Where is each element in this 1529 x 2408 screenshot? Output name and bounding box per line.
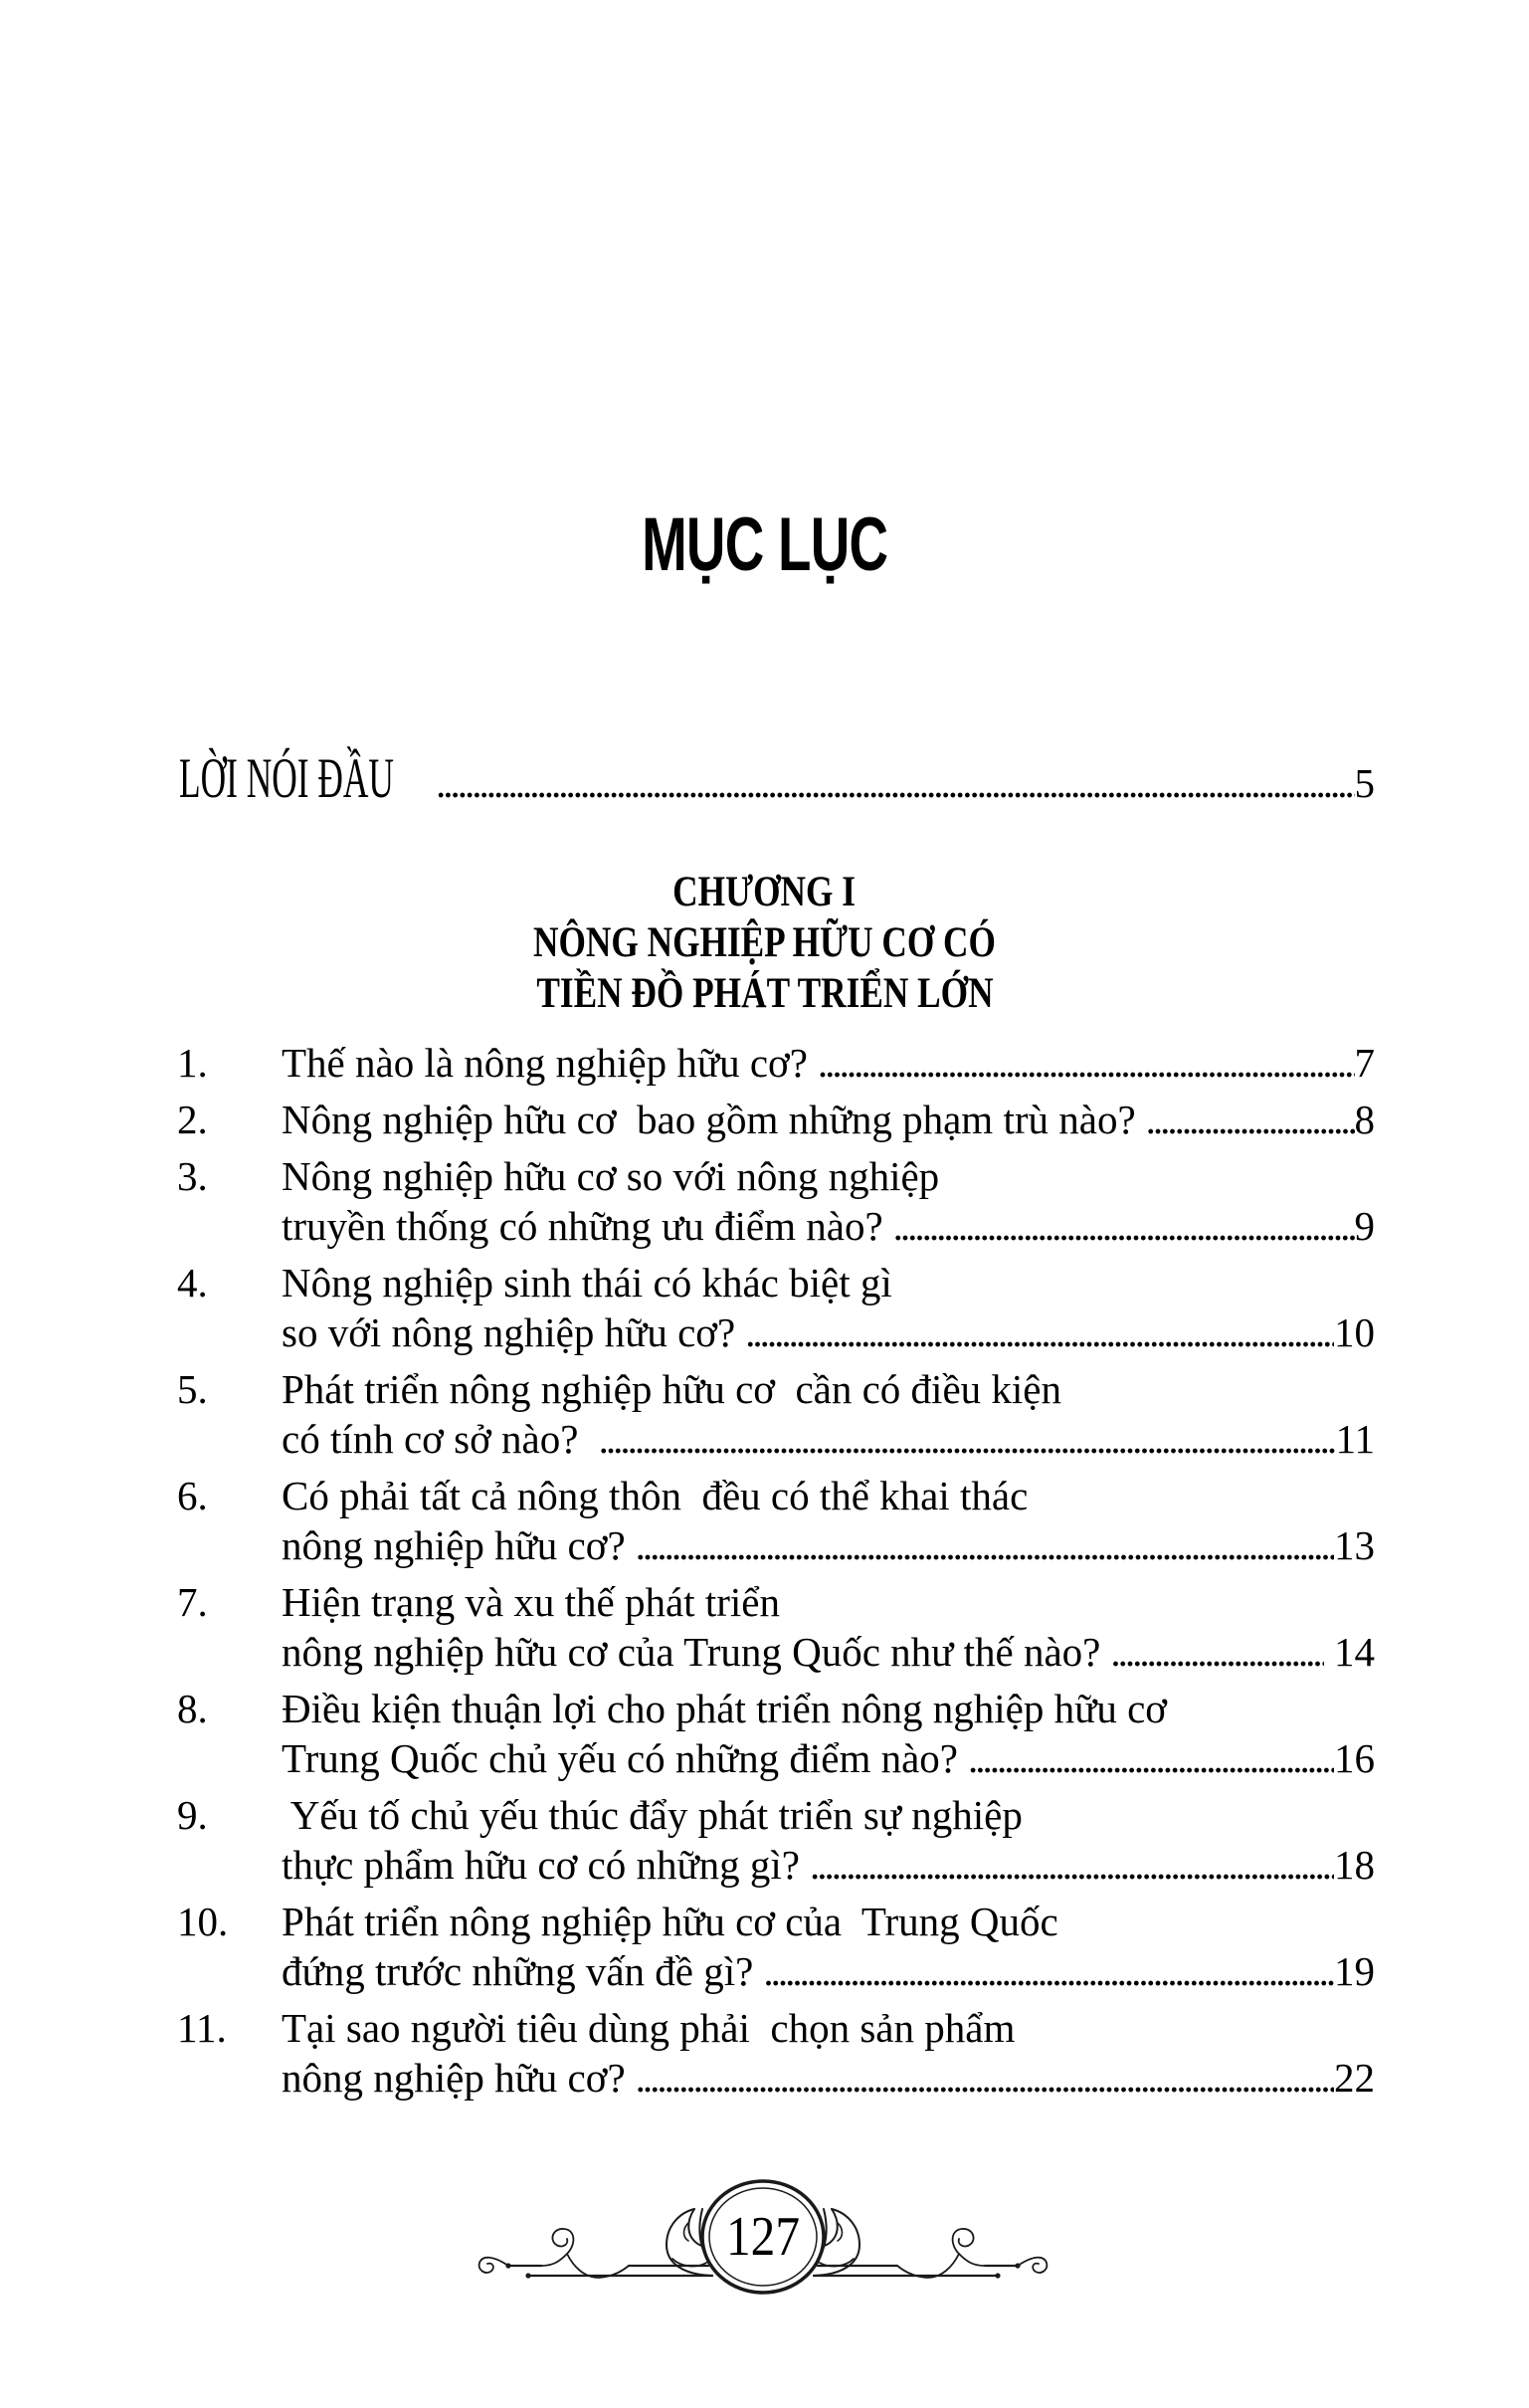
chapter-line-2: NÔNG NGHIỆP HỮU CƠ CÓ bbox=[533, 919, 996, 966]
toc-item bbox=[177, 1038, 1375, 1088]
toc-item-text: nông nghiệp hữu cơ? bbox=[282, 1522, 626, 1568]
toc-item bbox=[177, 1897, 1375, 1996]
dot-leader bbox=[1136, 1095, 1355, 1144]
toc-item-number: 9. bbox=[177, 1792, 208, 1838]
toc-page-number: 18 bbox=[1334, 1842, 1375, 1888]
footer-ornament bbox=[478, 2179, 1054, 2318]
toc-item-number: 5. bbox=[177, 1366, 208, 1412]
dot-leader bbox=[883, 1201, 1355, 1251]
dot-leader bbox=[808, 1038, 1355, 1088]
toc-page-number: 11 bbox=[1335, 1416, 1375, 1462]
preface-page-number: 5 bbox=[1354, 760, 1375, 806]
toc-list bbox=[177, 1038, 1375, 2109]
toc-item-text: Yếu tố chủ yếu thúc đẩy phát triển sự nghiệp bbox=[282, 1792, 1023, 1838]
dot-leader bbox=[626, 2053, 1334, 2103]
toc-item-text: nông nghiệp hữu cơ? bbox=[282, 2055, 626, 2101]
preface-row bbox=[179, 746, 1375, 811]
page-title-text: MỤC LỤC bbox=[641, 502, 888, 587]
dot-leader bbox=[735, 1307, 1334, 1357]
toc-item-text: có tính cơ sở nào? bbox=[282, 1416, 589, 1462]
toc-item-text: Có phải tất cả nông thôn đều có thể khai thác bbox=[282, 1473, 1029, 1518]
preface-label-box bbox=[179, 746, 426, 811]
toc-item-number: 8. bbox=[177, 1686, 208, 1731]
toc-item bbox=[177, 1790, 1375, 1890]
toc-item-number: 1. bbox=[177, 1040, 208, 1086]
toc-item bbox=[177, 2003, 1375, 2103]
toc-page-number: 9 bbox=[1354, 1203, 1375, 1249]
toc-item-text: Tại sao người tiêu dùng phải chọn sản phẩm bbox=[282, 2005, 1016, 2051]
toc-item-text: Phát triển nông nghiệp hữu cơ của Trung Quốc bbox=[282, 1899, 1058, 1944]
toc-page-number: 8 bbox=[1354, 1097, 1375, 1142]
toc-item bbox=[177, 1258, 1375, 1357]
dot-leader bbox=[800, 1840, 1334, 1890]
toc-item bbox=[177, 1364, 1375, 1464]
footer-page-number: 127 bbox=[726, 2206, 800, 2268]
toc-item-number: 7. bbox=[177, 1579, 208, 1625]
dot-leader bbox=[626, 1520, 1334, 1570]
toc-item bbox=[177, 1471, 1375, 1570]
toc-item-text: truyền thống có những ưu điểm nào? bbox=[282, 1203, 883, 1249]
toc-item-number: 4. bbox=[177, 1260, 208, 1305]
toc-item-text: Nông nghiệp hữu cơ so với nông nghiệp bbox=[282, 1153, 940, 1199]
toc-page-number: 13 bbox=[1334, 1522, 1375, 1568]
preface-label: LỜI NÓI ĐẦU bbox=[179, 747, 403, 810]
toc-page-number: 22 bbox=[1334, 2055, 1375, 2101]
toc-item bbox=[177, 1577, 1375, 1677]
page-title bbox=[0, 502, 1529, 606]
dot-leader bbox=[589, 1414, 1336, 1464]
toc-item-text: Nông nghiệp sinh thái có khác biệt gì bbox=[282, 1260, 892, 1305]
toc-page-number: 14 bbox=[1323, 1629, 1375, 1675]
ornament-flourish-icon bbox=[478, 2179, 1054, 2318]
toc-item-number: 11. bbox=[177, 2005, 227, 2051]
toc-page-number: 16 bbox=[1334, 1735, 1375, 1781]
toc-item-text: Hiện trạng và xu thế phát triển bbox=[282, 1579, 780, 1625]
toc-page-number: 7 bbox=[1354, 1040, 1375, 1086]
toc-item bbox=[177, 1095, 1375, 1144]
chapter-line-3: TIỀN ĐỒ PHÁT TRIỂN LỚN bbox=[535, 970, 994, 1017]
toc-item-number: 10. bbox=[177, 1899, 229, 1944]
dot-leader bbox=[426, 759, 1355, 807]
toc-item-text: Thế nào là nông nghiệp hữu cơ? bbox=[282, 1040, 808, 1086]
toc-item bbox=[177, 1151, 1375, 1251]
toc-item-text: Nông nghiệp hữu cơ bao gồm những phạm trù nào? bbox=[282, 1097, 1136, 1142]
chapter-heading bbox=[0, 867, 1529, 1019]
dot-leader bbox=[753, 1946, 1334, 1996]
toc-item-number: 2. bbox=[177, 1097, 208, 1142]
toc-item-number: 3. bbox=[177, 1153, 208, 1199]
chapter-line-1: CHƯƠNG I bbox=[672, 869, 857, 915]
toc-item-text: Trung Quốc chủ yếu có những điểm nào? bbox=[282, 1735, 959, 1781]
toc-item-number: 6. bbox=[177, 1473, 208, 1518]
toc-item bbox=[177, 1684, 1375, 1783]
dot-leader bbox=[1100, 1627, 1323, 1677]
toc-page-number: 19 bbox=[1334, 1948, 1375, 1994]
toc-item-text: nông nghiệp hữu cơ của Trung Quốc như thế nào? bbox=[282, 1629, 1101, 1675]
toc-item-text: thực phẩm hữu cơ có những gì? bbox=[282, 1842, 801, 1888]
toc-item-text: đứng trước những vấn đề gì? bbox=[282, 1948, 754, 1994]
dot-leader bbox=[958, 1733, 1334, 1783]
toc-item-text: Phát triển nông nghiệp hữu cơ cần có điều kiện bbox=[282, 1366, 1061, 1412]
toc-item-text: so với nông nghiệp hữu cơ? bbox=[282, 1309, 736, 1355]
toc-item-text: Điều kiện thuận lợi cho phát triển nông nghiệp hữu cơ bbox=[282, 1686, 1167, 1731]
toc-page-number: 10 bbox=[1334, 1309, 1375, 1355]
